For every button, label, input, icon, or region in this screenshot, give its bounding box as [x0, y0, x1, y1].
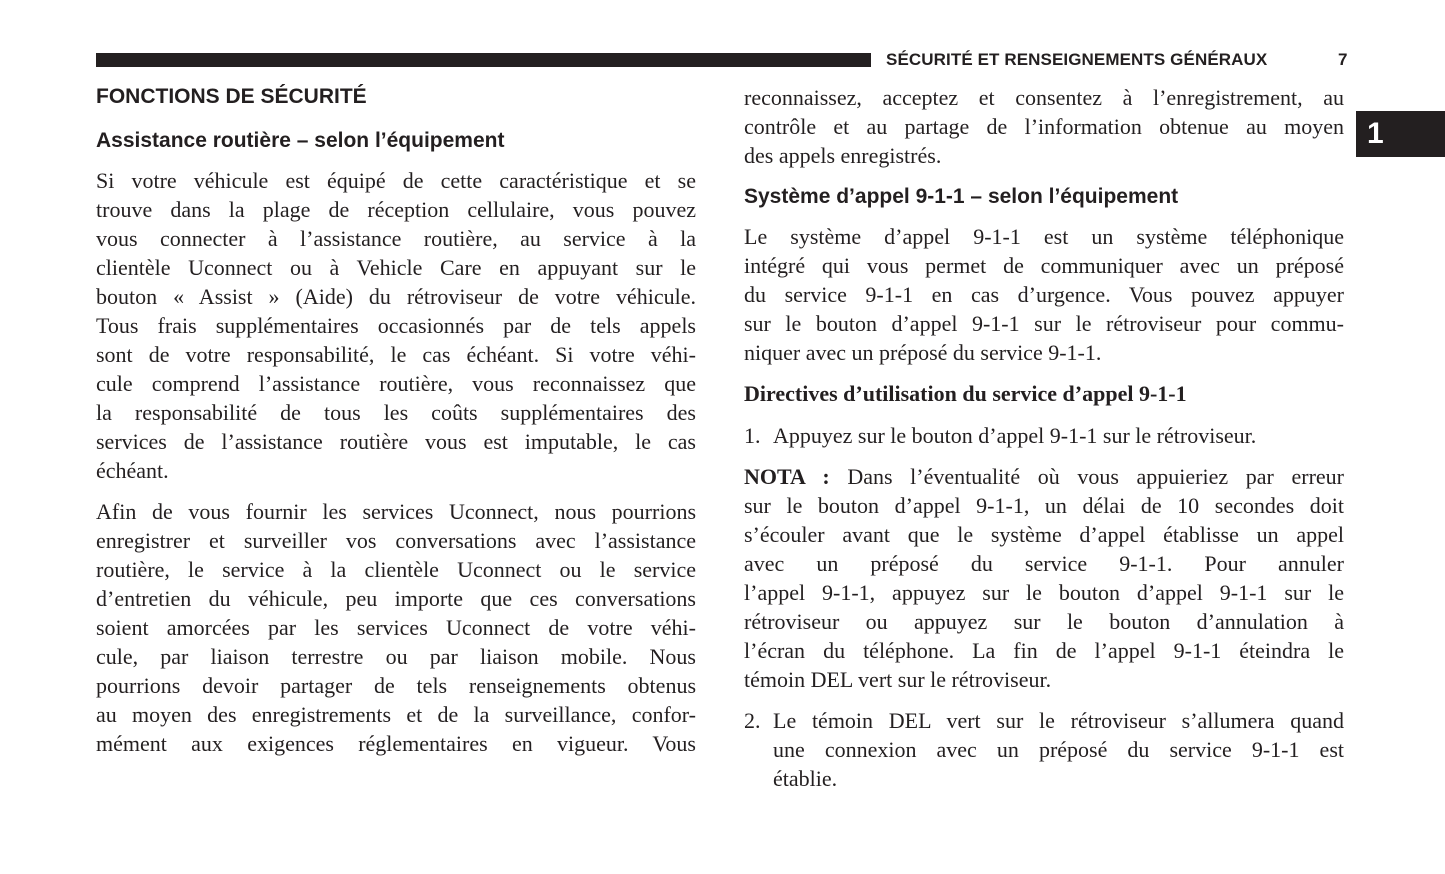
text-line: Afin de vous fournir les services Uconnect, nous pourrions [96, 499, 696, 524]
note-label: NOTA : [744, 464, 830, 489]
text-line: enregistrer et surveiller vos conversations avec l’assistance [96, 528, 696, 553]
text-line: rétroviseur ou appuyez sur le bouton d’annulation à [744, 609, 1344, 634]
paragraph-uconnect-recording [96, 497, 696, 758]
text-line: Tous frais supplémentaires occasionnés par de tels appels [96, 313, 696, 338]
text-line: s’écouler avant que le système d’appel établisse un appel [744, 522, 1344, 547]
note-first-line: Dans l’éventualité où vous appuieriez par erreur [847, 464, 1345, 489]
text-line: bouton « Assist » (Aide) du rétroviseur de votre véhicule. [96, 284, 696, 309]
chapter-tab-number: 1 [1367, 117, 1384, 150]
text-line: établie. [773, 766, 838, 791]
step-2 [744, 706, 1344, 793]
text-line: sont de votre responsabilité, le cas échéant. Si votre véhi- [96, 342, 696, 367]
text-line [744, 462, 1344, 491]
chapter-tab [1356, 111, 1445, 157]
text-line: l’écran du téléphone. La fin de l’appel 9-1-1 éteindra le [744, 638, 1344, 663]
text-line: l’appel 9-1-1, appuyez sur le bouton d’appel 9-1-1 sur le [744, 580, 1344, 605]
paragraph-continuation [744, 83, 1344, 170]
paragraph-911-system [744, 222, 1344, 367]
step-number: 2. [744, 708, 761, 733]
text-line: du service 9-1-1 en cas d’urgence. Vous pouvez appuyer [744, 282, 1344, 307]
text-line: pourrions devoir partager de tels renseignements obtenus [96, 673, 696, 698]
text-line: Appuyez sur le bouton d’appel 9-1-1 sur le rétroviseur. [773, 423, 1257, 448]
text-line: des appels enregistrés. [744, 143, 942, 168]
text-line: soient amorcées par les services Uconnect de votre véhi- [96, 615, 696, 640]
text-line: Si votre véhicule est équipé de cette caractéristique et se [96, 168, 696, 193]
subheading-911-system: Système d’appel 9-1-1 – selon l’équipement [744, 185, 1179, 208]
step-number: 1. [744, 423, 761, 448]
text-line: routière, le service à la clientèle Uconnect ou le service [96, 557, 696, 582]
header-rule-bar [96, 53, 871, 67]
text-line: clientèle Uconnect ou à Vehicle Care en appuyant sur le [96, 255, 696, 280]
text-line: sur le bouton d’appel 9-1-1, un délai de 10 secondes doit [744, 493, 1344, 518]
text-line: avec un préposé du service 9-1-1. Pour annuler [744, 551, 1344, 576]
text-line: témoin DEL vert sur le rétroviseur. [744, 667, 1052, 692]
right-column [744, 83, 1344, 805]
subheading-roadside-assistance: Assistance routière – selon l’équipement [96, 129, 505, 152]
text-line: une connexion avec un préposé du service 9-1-1 est [773, 737, 1344, 762]
running-header-title: SÉCURITÉ ET RENSEIGNEMENTS GÉNÉRAUX [886, 50, 1268, 69]
step-1 [744, 421, 1344, 450]
text-line: trouve dans la plage de réception cellulaire, vous pouvez [96, 197, 696, 222]
text-line: au moyen des enregistrements et de la surveillance, confor- [96, 702, 696, 727]
paragraph-roadside-assistance [96, 166, 696, 485]
section-heading: FONCTIONS DE SÉCURITÉ [96, 85, 367, 108]
text-line: contrôle et au partage de l’information obtenue au moyen [744, 114, 1344, 139]
text-line: la responsabilité de tous les coûts supplémentaires des [96, 400, 696, 425]
text-line: vous connecter à l’assistance routière, au service à la [96, 226, 696, 251]
text-line: échéant. [96, 458, 169, 483]
text-line: cule, par liaison terrestre ou par liaison mobile. Nous [96, 644, 696, 669]
directives-heading: Directives d’utilisation du service d’appel 9-1-1 [744, 381, 1187, 406]
note-block [744, 462, 1344, 694]
left-column [96, 82, 696, 770]
text-line: mément aux exigences réglementaires en vigueur. Vous [96, 731, 696, 756]
page-number: 7 [1338, 50, 1348, 69]
text-line: services de l’assistance routière vous est imputable, le cas [96, 429, 696, 454]
text-line: intégré qui vous permet de communiquer avec un préposé [744, 253, 1344, 278]
text-line: niquer avec un préposé du service 9-1-1. [744, 340, 1102, 365]
text-line: sur le bouton d’appel 9-1-1 sur le rétroviseur pour commu- [744, 311, 1344, 336]
text-line: cule comprend l’assistance routière, vous reconnaissez que [96, 371, 696, 396]
text-line: Le témoin DEL vert sur le rétroviseur s’allumera quand [773, 708, 1344, 733]
text-line: d’entretien du véhicule, peu importe que ces conversations [96, 586, 696, 611]
text-line: reconnaissez, acceptez et consentez à l’enregistrement, au [744, 85, 1344, 110]
text-line: Le système d’appel 9-1-1 est un système téléphonique [744, 224, 1344, 249]
